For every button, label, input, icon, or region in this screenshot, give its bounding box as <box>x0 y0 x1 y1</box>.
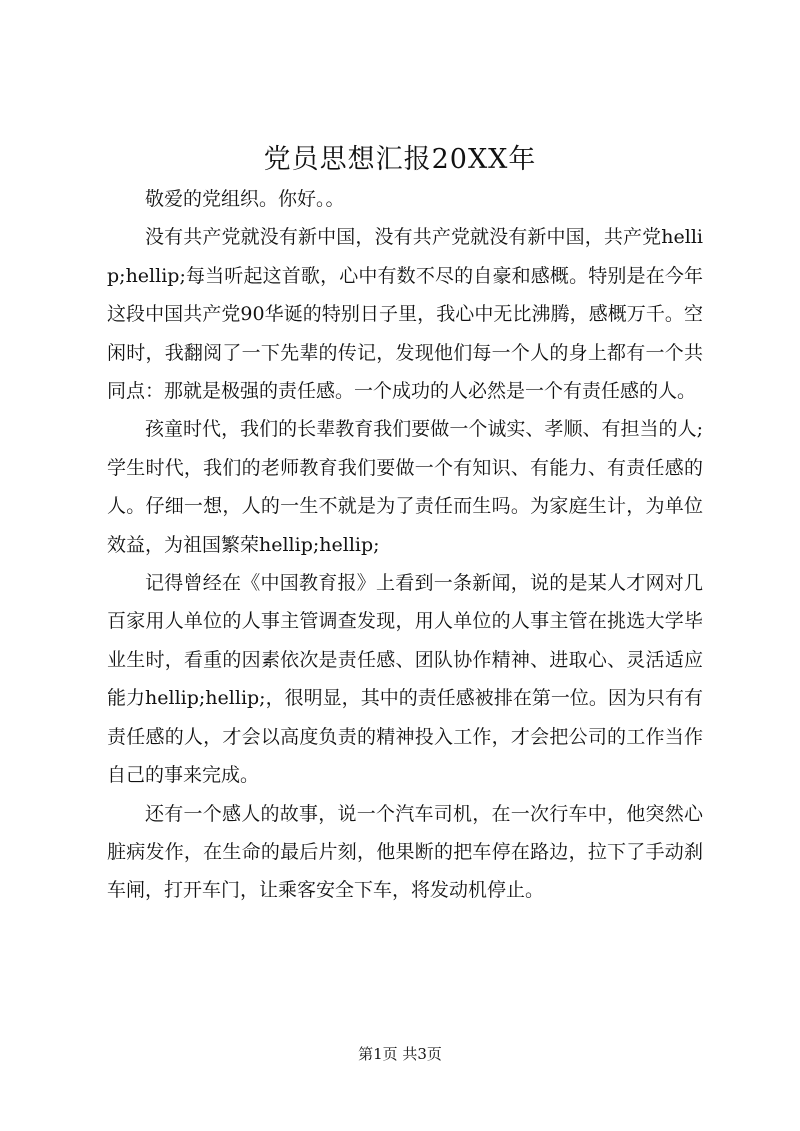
body-paragraph: 没有共产党就没有新中国，没有共产党就没有新中国，共产党hellip;hellip;每当听起这首歌，心中有数不尽的自豪和感概。特别是在今年这段中国共产党90华诞的特别日子里，我心中无比沸腾，感概万千。空闲时，我翻阅了一下先辈的传记，发现他们每一个人的身上都有一个共同点：那就是极强的责任感。一个成功的人必然是一个有责任感的人。 <box>107 226 703 403</box>
page-footer: 第1页 共3页 <box>358 1045 442 1063</box>
body-paragraph: 孩童时代，我们的长辈教育我们要做一个诚实、孝顺、有担当的人;学生时代，我们的老师教育我们要做一个有知识、有能力、有责任感的人。仔细一想，人的一生不就是为了责任而生吗。为家庭生计，为单位效益，为祖国繁荣hellip;hellip; <box>107 418 703 556</box>
body-paragraph: 还有一个感人的故事，说一个汽车司机，在一次行车中，他突然心脏病发作，在生命的最后片刻，他果断的把车停在路边，拉下了手动刹车闸，打开车门，让乘客安全下车，将发动机停止。 <box>107 802 703 902</box>
salutation-paragraph: 敬爱的党组织。你好。。 <box>145 188 345 210</box>
document-body <box>107 180 703 910</box>
body-paragraph: 记得曾经在《中国教育报》上看到一条新闻，说的是某人才网对几百家用人单位的人事主管调查发现，用人单位的人事主管在挑选大学毕业生时，看重的因素依次是责任感、团队协作精神、进取心、灵活适应能力hellip;hellip;，很明显，其中的责任感被排在第一位。因为只有有责任感的人，才会以高度负责的精神投入工作，才会把公司的工作当作自己的事来完成。 <box>107 572 703 787</box>
document-title: 党员思想汇报20XX年 <box>263 144 537 175</box>
